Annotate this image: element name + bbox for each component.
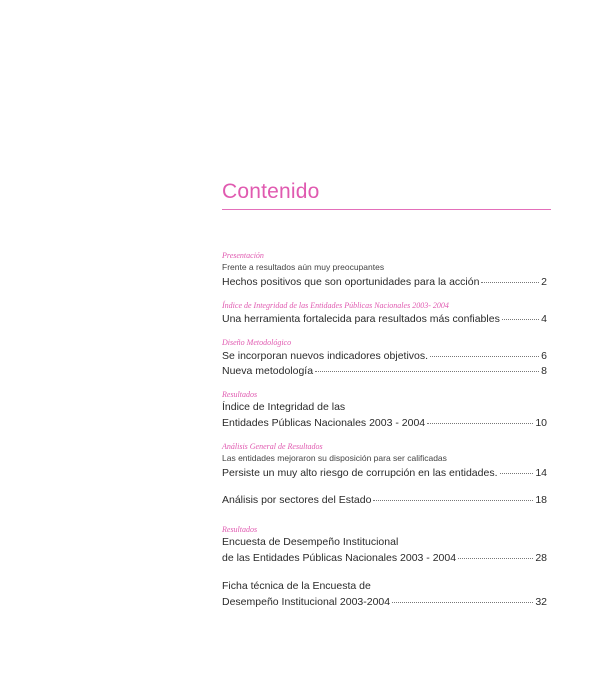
toc-entry[interactable] xyxy=(222,415,547,430)
toc-section-indice xyxy=(222,300,547,326)
toc-entry-text: Análisis por sectores del Estado xyxy=(222,494,372,506)
toc-section-sectores xyxy=(222,492,547,507)
toc-entry[interactable] xyxy=(222,492,547,507)
toc-section-resultados xyxy=(222,389,547,430)
dot-leader xyxy=(373,490,533,501)
section-label: Resultados xyxy=(222,390,258,399)
title-divider xyxy=(222,209,551,210)
toc-entry-text: Hechos positivos que son oportunidades para la acción xyxy=(222,276,480,288)
section-subtitle: Frente a resultados aún muy preocupantes xyxy=(222,262,385,272)
dot-leader xyxy=(458,548,533,559)
dot-leader xyxy=(315,361,539,372)
toc-entry-text: Una herramienta fortalecida para resultados más confiables xyxy=(222,313,500,325)
toc-entry-page: 6 xyxy=(541,350,547,362)
toc-entry-page: 32 xyxy=(535,596,547,608)
toc-entry[interactable] xyxy=(222,594,547,609)
toc-entry-text: Nueva metodología xyxy=(222,365,314,377)
table-of-contents xyxy=(222,250,547,609)
toc-entry-text: Persiste un muy alto riesgo de corrupción en las entidades. xyxy=(222,467,498,479)
dot-leader xyxy=(502,309,539,320)
toc-entry[interactable] xyxy=(222,363,547,378)
section-label: Diseño Metodológico xyxy=(222,338,292,347)
toc-entry[interactable] xyxy=(222,465,547,480)
toc-section-presentacion xyxy=(222,250,547,289)
dot-leader xyxy=(430,346,539,357)
toc-entry-first-line: Encuesta de Desempeño Institucional xyxy=(222,536,399,548)
toc-section-resultados-encuesta xyxy=(222,524,547,565)
toc-entry-first-line: Índice de Integridad de las xyxy=(222,401,346,413)
toc-entry[interactable] xyxy=(222,274,547,289)
toc-entry-page: 14 xyxy=(535,467,547,479)
page-title: Contenido xyxy=(222,180,320,203)
toc-entry-text: Se incorporan nuevos indicadores objetivos. xyxy=(222,350,429,362)
section-label: Análisis General de Resultados xyxy=(222,442,323,451)
section-label: Resultados xyxy=(222,525,258,534)
dot-leader xyxy=(500,463,534,474)
dot-leader xyxy=(392,592,533,603)
dot-leader xyxy=(427,413,533,424)
toc-entry-page: 4 xyxy=(541,313,547,325)
toc-section-diseno xyxy=(222,337,547,378)
toc-entry-page: 28 xyxy=(535,552,547,564)
section-label: Presentación xyxy=(222,251,264,260)
toc-entry[interactable] xyxy=(222,311,547,326)
section-subtitle: Las entidades mejoraron su disposición para ser calificadas xyxy=(222,453,447,463)
toc-entry-page: 10 xyxy=(535,417,547,429)
toc-entry-page: 18 xyxy=(535,494,547,506)
toc-section-ficha xyxy=(222,579,547,609)
toc-entry-text: Entidades Públicas Nacionales 2003 - 2004 xyxy=(222,417,426,429)
toc-section-analisis xyxy=(222,441,547,480)
toc-entry-page: 8 xyxy=(541,365,547,377)
toc-entry[interactable] xyxy=(222,550,547,565)
dot-leader xyxy=(481,272,539,283)
toc-entry-text: Desempeño Institucional 2003-2004 xyxy=(222,596,391,608)
toc-entry-text: de las Entidades Públicas Nacionales 2003 - 2004 xyxy=(222,552,457,564)
toc-entry-page: 2 xyxy=(541,276,547,288)
toc-entry-first-line: Ficha técnica de la Encuesta de xyxy=(222,580,371,592)
section-label: Índice de Integridad de las Entidades Públicas Nacionales 2003- 2004 xyxy=(222,301,449,310)
